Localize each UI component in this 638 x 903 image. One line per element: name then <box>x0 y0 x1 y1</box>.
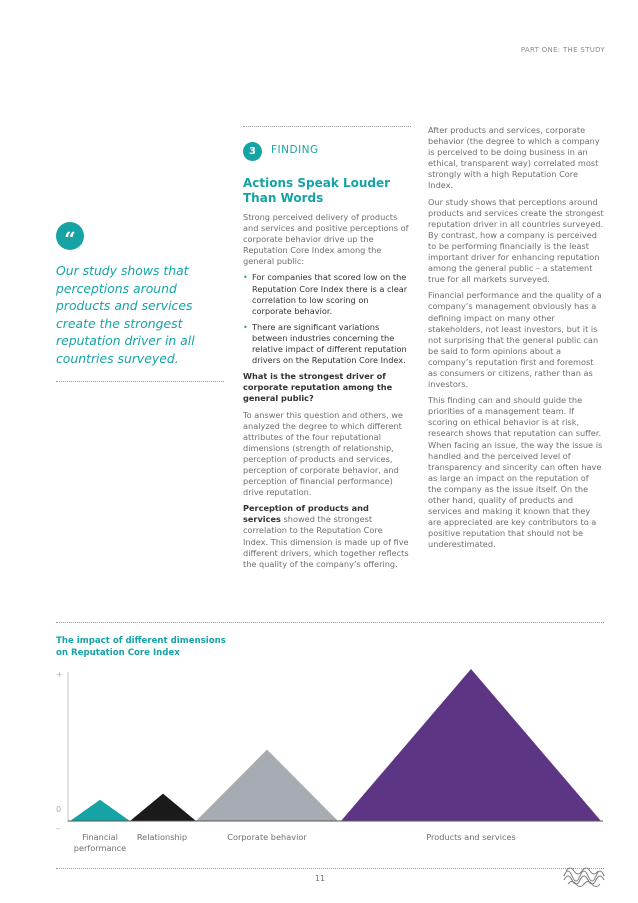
triangle-corporate-behavior <box>196 750 338 821</box>
pull-quote: Our study shows that perceptions around products and services create the strongest reputation driver in all countries surveyed. <box>56 263 195 366</box>
question-heading: What is the strongest driver of corporate reputation among the general public? <box>243 371 393 404</box>
body-paragraph: Our study shows that perceptions around products and services create the strongest reputation driver in all countries surveyed. By contrast, how a company is perceived to be performing financially is the least important driver for enhancing reputation among the general public – a statement true for all markets surveyed. <box>428 196 604 285</box>
y-axis-zero-mark: 0 <box>56 805 62 814</box>
highlight-bold: Perception of products and services <box>243 503 369 525</box>
highlight-rest: showed the strongest correlation to the Reputation Core Index. This dimension is made up of five different drivers, which together reflects the quality of the company’s offering. <box>243 514 409 569</box>
answer-paragraph: To answer this question and others, we analyzed the degree to which different attributes of the four reputational dimensions (strength of relationship, perception of products and services, perception of corporate behavior, and perception of financial performance) drive reputation. <box>243 409 403 498</box>
brand-logo-icon <box>562 862 606 890</box>
body-paragraph: Financial performance and the quality of a company’s management obviously has a defining impact on many other stakeholders, not least investors, but it is not surprising that the general public can be said to form opinions about a company’s reputation first and foremost as consumers or citizens, rather than as investors. <box>428 290 602 390</box>
x-label-financial-performance: Financial performance <box>73 832 127 853</box>
finding-number-badge: 3 <box>243 142 262 161</box>
intro-paragraph: Strong perceived delivery of products and services and positive perceptions of corporate behavior drive up the Reputation Core Index among the general public: <box>243 212 409 267</box>
y-axis-minus-mark: – <box>56 824 60 833</box>
triangle-products-and-services <box>341 669 601 821</box>
bullet-item: • For companies that scored low on the Reputation Core Index there is a clear correlation to low scoring on corporate behavior. <box>243 272 409 316</box>
running-head: PART ONE: THE STUDY <box>520 46 605 54</box>
footer-divider <box>56 868 604 869</box>
x-label-relationship: Relationship <box>136 832 188 842</box>
page-number: 11 <box>314 874 326 883</box>
body-paragraph: This finding can and should guide the priorities of a management team. If scoring on ethical behavior is at risk, research shows that reputation can suffer. When facing an issue, the way the issue is handled and the perceived level of transparency and sincerity can often have as large an impact on the reputation of the company as the issue itself. On the other hand, quality of products and services and making it known that they are appreciated are key contributors to a positive reputation that should not be underestimated. <box>428 395 603 550</box>
finding-label: FINDING <box>271 144 319 156</box>
triangle-financial-performance <box>70 800 130 821</box>
section-title: Actions Speak Louder Than Words <box>243 176 391 205</box>
x-label-corporate-behavior: Corporate behavior <box>227 832 307 842</box>
triangle-relationship <box>130 794 196 821</box>
x-label-products-and-services: Products and services <box>426 832 516 842</box>
chart-title: The impact of different dimensions on Reputation Core Index <box>56 636 226 658</box>
y-axis-plus-mark: + <box>56 670 63 679</box>
body-paragraph: After products and services, corporate behavior (the degree to which a company is perceived to be doing business in an ethical, transparent way) correlated most strongly with a high Reputation Core Index. <box>428 125 600 191</box>
quote-mark-icon: “ <box>56 222 84 250</box>
bullet-item: • There are significant variations between industries concerning the relative impact of different reputation drivers on the Reputation Core Index. <box>243 322 409 366</box>
